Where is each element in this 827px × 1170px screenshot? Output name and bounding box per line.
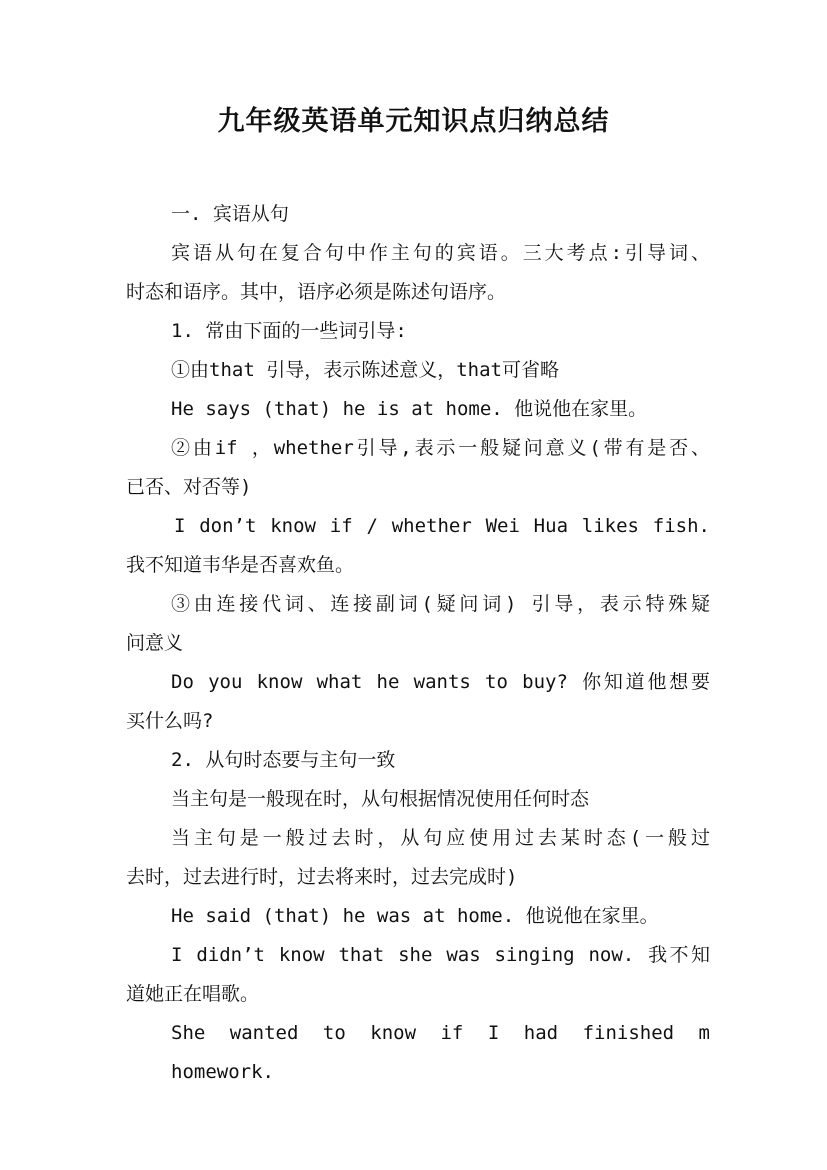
subsection-heading: 2. 从句时态要与主句一致 [171, 749, 396, 771]
example-translation: 买什么吗? [126, 710, 214, 732]
example-sentence: He says (that) he is at home. 他说他在家里。 [171, 398, 648, 420]
paragraph-line: 当主句是一般现在时，从句根据情况使用任何时态 [171, 788, 590, 810]
subsection-heading: 1. 常由下面的一些词引导: [171, 320, 407, 342]
example-sentence: She wanted to know if I had finished m homework. [171, 1022, 710, 1083]
list-item: ③由连接代词、连接副词(疑问词) 引导，表示特殊疑 [171, 593, 710, 615]
paragraph-line: 问意义 [126, 632, 184, 654]
paragraph-line: 时态和语序。其中，语序必须是陈述句语序。 [126, 281, 507, 303]
paragraph-line: 已否、对否等) [126, 476, 252, 498]
example-sentence: He said (that) he was at home. 他说他在家里。 [171, 905, 659, 927]
paragraph-line: 当主句是一般过去时，从句应使用过去某时态(一般过 [171, 827, 710, 849]
example-translation: 道她正在唱歌。 [126, 983, 260, 1005]
section-heading: 一. 宾语从句 [171, 203, 289, 225]
document-body [126, 195, 710, 1083]
list-item: ②由if ，whether引导,表示一般疑问意义(带有是否、 [171, 437, 710, 459]
example-sentence: I didn’t know that she was singing now. 我不知 [171, 944, 710, 966]
paragraph-line: 宾语从句在复合句中作主句的宾语。三大考点:引导词、 [171, 242, 710, 264]
page-title: 九年级英语单元知识点归纳总结 [217, 106, 610, 137]
example-sentence: Do you know what he wants to buy? 你知道他想要 [171, 671, 710, 693]
example-sentence: I don’t know if / whether Wei Hua likes fish. [174, 515, 710, 537]
example-translation: 我不知道韦华是否喜欢鱼。 [126, 554, 355, 576]
paragraph-line: 去时，过去进行时，过去将来时，过去完成时) [126, 866, 518, 888]
list-item: ①由that 引导，表示陈述意义，that可省略 [171, 359, 559, 381]
